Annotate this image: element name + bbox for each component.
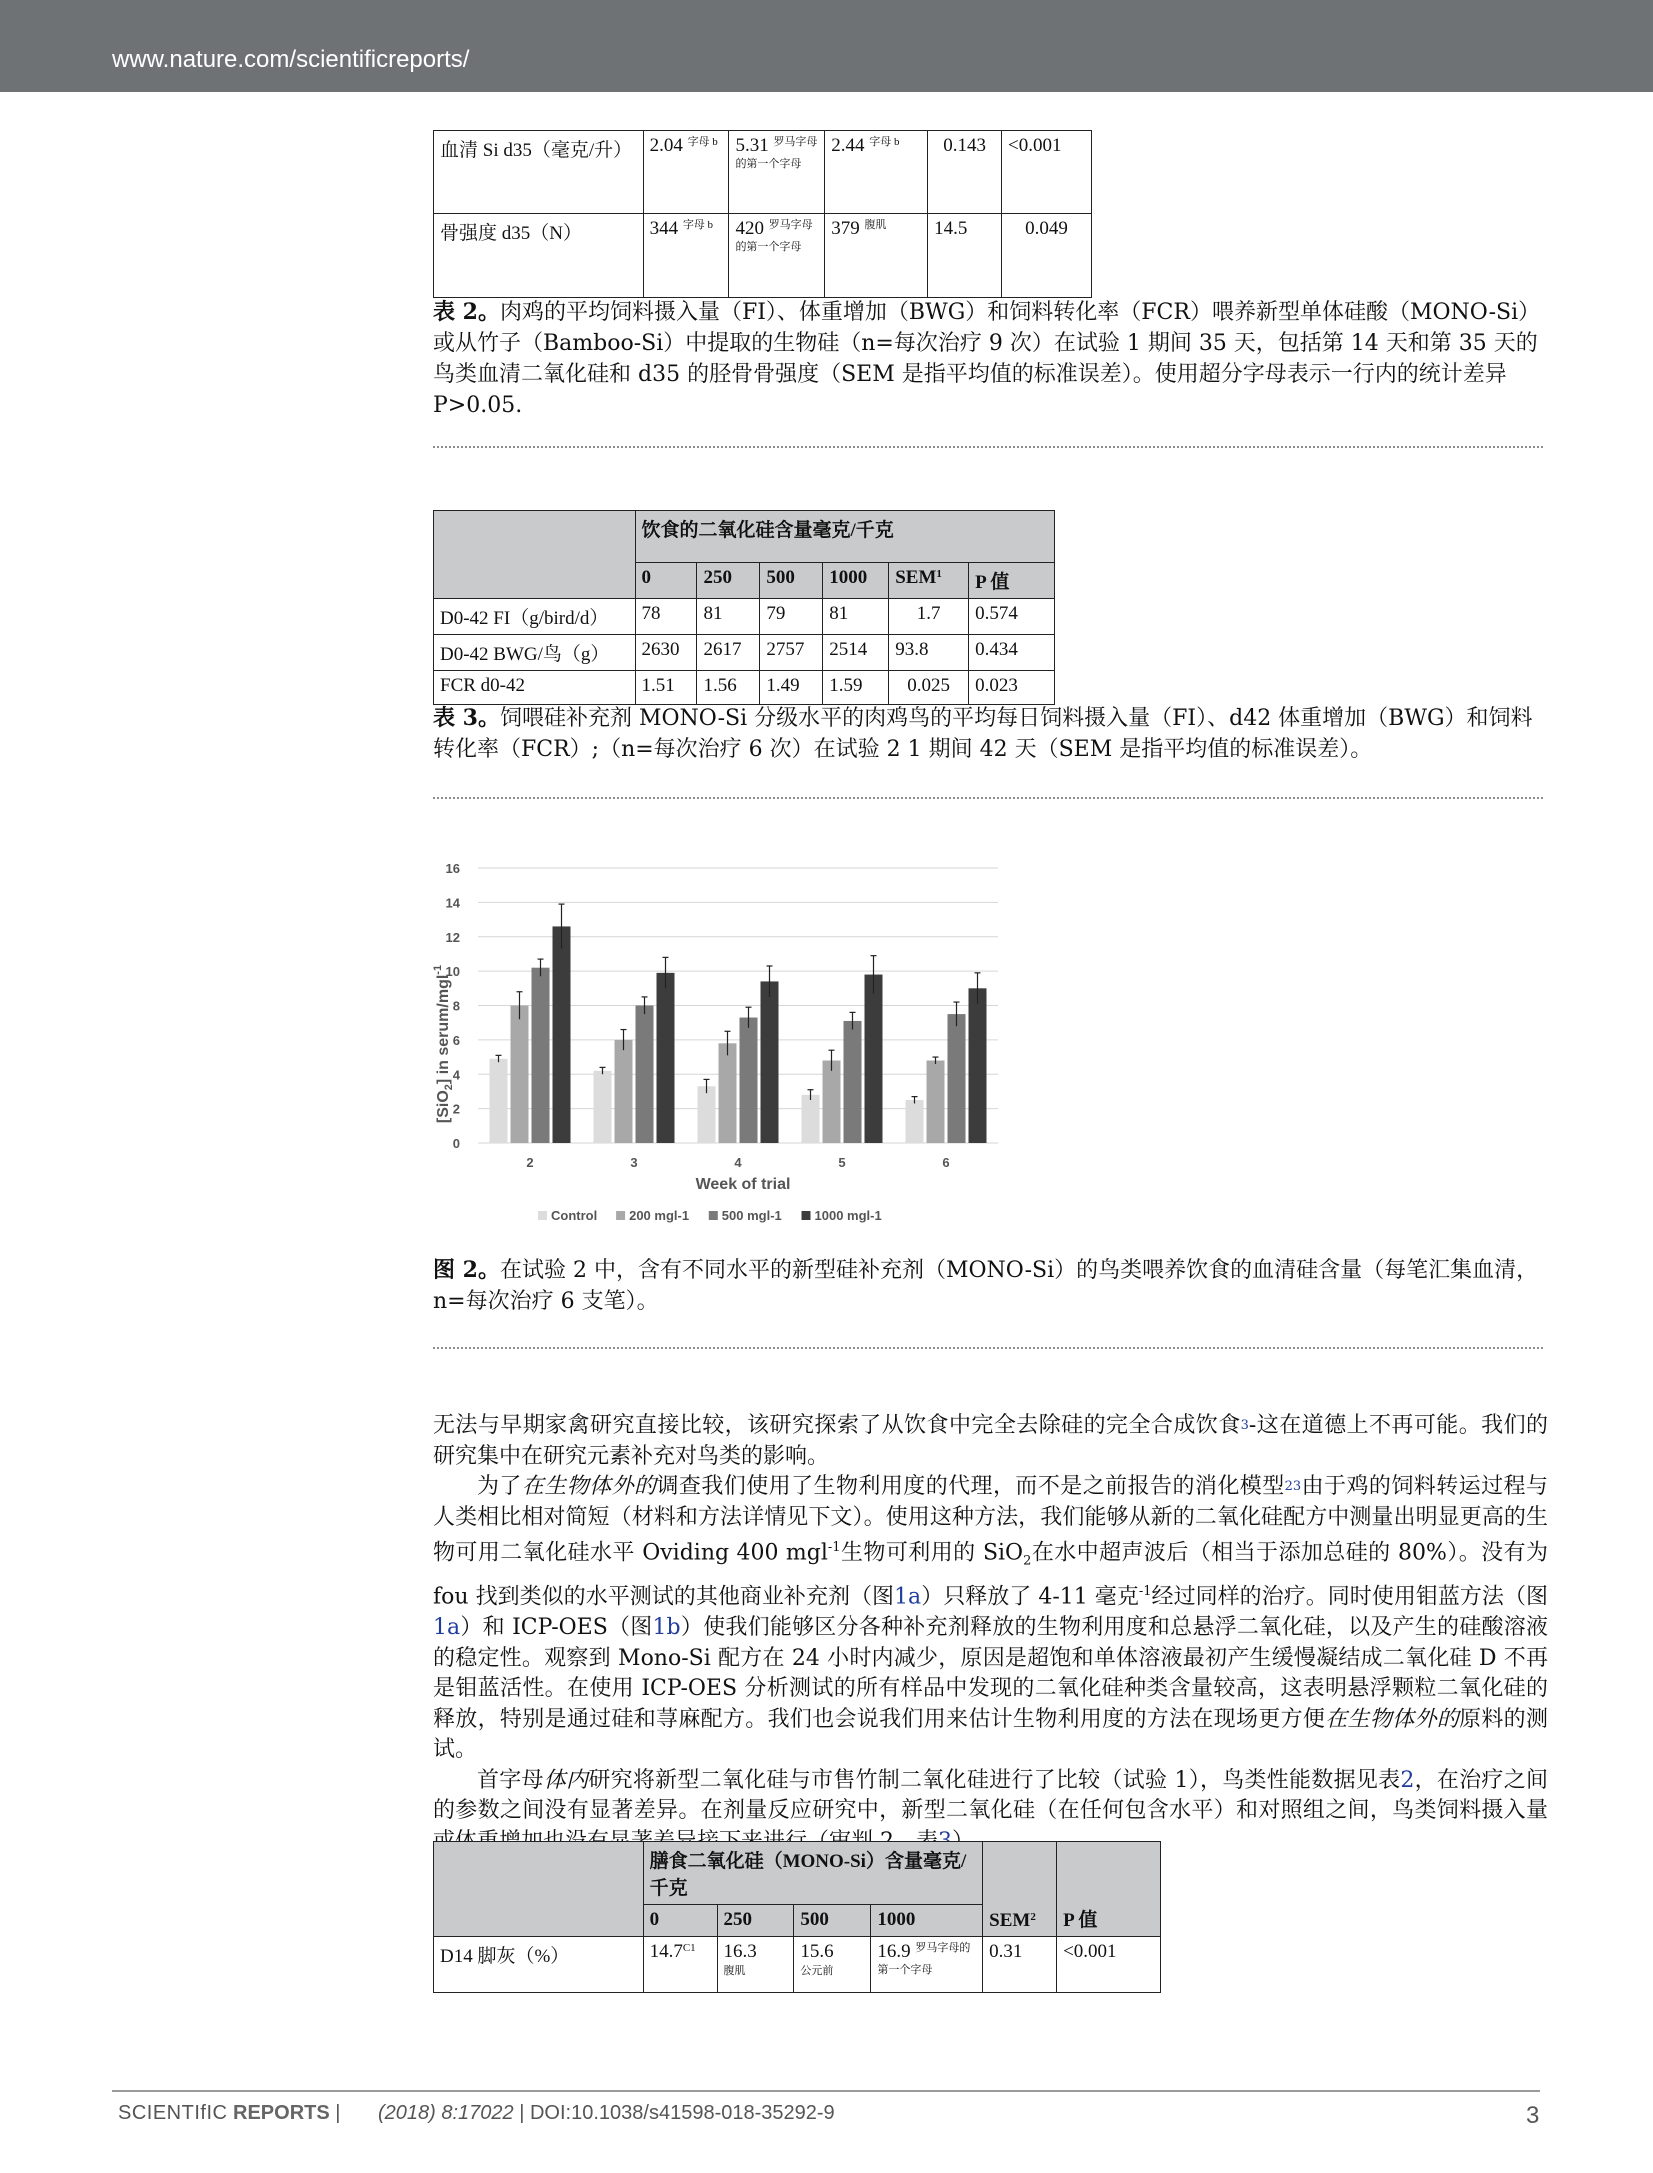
- caption-text: 在试验 2 中，含有不同水平的新型硅补充剂（MONO-Si）的鸟类喂养饮食的血清硅含量（每笔汇集血清，n=每次治疗 6 支笔）。: [433, 1258, 1539, 1314]
- footer-citation: (2018) 8:17022 | DOI:10.1038/s41598-018-35292-9: [378, 2102, 835, 2124]
- x-tick-label: 3: [630, 1155, 638, 1170]
- row-label: D14 脚灰（%）: [434, 1937, 644, 1993]
- col-header: 0: [635, 563, 697, 599]
- group-header: 膳食二氧化硅（MONO-Si）含量毫克/千克: [643, 1842, 983, 1905]
- row-label: FCR d0-42: [434, 671, 636, 705]
- reference-link[interactable]: 3: [1240, 1418, 1249, 1433]
- table-4: [433, 1841, 1161, 1993]
- y-tick-label: 10: [445, 964, 460, 980]
- table-cell: 420 $^{罗马字母的第一个字母}$: [729, 214, 825, 298]
- paragraph-1: 无法与早期家禽研究直接比较，该研究探索了从饮食中完全去除硅的完全合成饮食$^3$-这在道德上不再可能。我们的研究集中在研究元素补充对鸟类的影响。: [433, 1413, 1548, 1469]
- table-row: [434, 214, 1092, 298]
- body-text: [433, 1411, 1548, 1857]
- y-tick-label: 16: [445, 861, 460, 876]
- bar: [594, 1071, 612, 1143]
- row-label: 血清 Si d35（毫克/升）: [434, 131, 644, 214]
- figure-2-bar-chart: [430, 848, 1030, 1238]
- row-label: D0-42 FI（g/bird/d）: [434, 599, 636, 635]
- bar: [823, 1061, 841, 1144]
- caption-text: 肉鸡的平均饲料摄入量（FI）、体重增加（BWG）和饲料转化率（FCR）喂养新型单体硅酸（MONO-Si）或从竹子（Bamboo-Si）中提取的生物硅（n=每次治疗 9 次）在试验 1 期间 35 天，包括第 14 天和第 35 天的鸟类血清二氧化硅和 d35 的胫骨骨强度（SEM 是指平均值的标准误差）。使用超分字母表示一行内的统计差异 P>0.05.: [433, 300, 1541, 418]
- col-header: P 值: [1057, 1842, 1161, 1937]
- col-header: 1000: [823, 563, 889, 599]
- y-tick-label: 0: [452, 1136, 460, 1151]
- legend-swatch: [802, 1211, 811, 1220]
- col-header: SEM$^1$: [889, 563, 969, 599]
- legend-swatch: [538, 1211, 547, 1220]
- y-tick-label: 6: [452, 1032, 460, 1048]
- paragraph-3: 首字母体内研究将新型二氧化硅与市售竹制二氧化硅进行了比较（试验 1），鸟类性能数据见表2，在治疗之间的参数之间没有显著差异。在剂量反应研究中，新型二氧化硅（在任何包含水平）和对照组之间，鸟类饲料摄入量: [433, 1766, 1548, 1858]
- figure-2-caption: [433, 1255, 1543, 1317]
- bar: [865, 975, 883, 1143]
- chart-x-ticks: [526, 1155, 949, 1170]
- bar: [532, 968, 550, 1143]
- bar: [490, 1059, 508, 1143]
- chart-y-label: [SiO$_2$] in serum/mgl$^{-1}$: [432, 964, 455, 1124]
- footer-brand: SCIENTIfIC REPORTS |: [118, 2102, 341, 2124]
- caption-label: 图 2。: [433, 1257, 500, 1283]
- y-tick-label: 14: [445, 895, 460, 911]
- col-header: P 值: [969, 563, 1055, 599]
- bar: [927, 1061, 945, 1144]
- table-2-partial: [433, 130, 1092, 298]
- table-2-caption: [433, 297, 1543, 421]
- legend-label: 200 mgl-1: [629, 1208, 690, 1223]
- separator: [433, 446, 1543, 448]
- legend-label: 500 mgl-1: [721, 1208, 782, 1223]
- table-link[interactable]: 2: [1400, 1767, 1415, 1793]
- bar: [844, 1021, 862, 1143]
- table-cell: 379 $^{腹肌}$: [825, 214, 928, 298]
- y-tick-label: 4: [452, 1067, 460, 1083]
- legend-swatch: [709, 1211, 718, 1220]
- chart-bars: [490, 926, 987, 1143]
- bar: [698, 1086, 716, 1143]
- col-header: 500: [760, 563, 823, 599]
- legend-label: 1000 mgl-1: [814, 1208, 882, 1223]
- reference-link[interactable]: 23: [1284, 1479, 1302, 1494]
- page-number: 3: [1526, 2102, 1540, 2129]
- figure-link[interactable]: 1b: [652, 1615, 681, 1641]
- table-row: D14 脚灰（%） $14.7^{C1}$ 16.3 腹肌 15.6 公元前 16.9 $^{罗马字母的第一个字母}$ 0.31 <0.001: [434, 1937, 1161, 1993]
- bar: [802, 1095, 820, 1143]
- table-cell: 5.31 $^{罗马字母的第一个字母}$: [729, 131, 825, 214]
- table-corner: [434, 511, 636, 599]
- table-row: D0-42 FI（g/bird/d） 78 81 79 81 1.7 0.574: [434, 599, 1055, 635]
- table-cell: 14.5: [928, 214, 1002, 298]
- table-cell: 0.049: [1002, 214, 1092, 298]
- bar: [969, 988, 987, 1143]
- separator: [433, 1347, 1543, 1349]
- bar: [906, 1100, 924, 1143]
- table-cell: <0.001: [1002, 131, 1092, 214]
- table-cell: 0.143: [928, 131, 1002, 214]
- bar: [615, 1040, 633, 1143]
- legend-swatch: [616, 1211, 625, 1220]
- y-tick-label: 12: [445, 929, 460, 945]
- table-row: FCR d0-42 1.51 1.56 1.49 1.59 0.025 0.023: [434, 671, 1055, 705]
- bar: [553, 926, 571, 1143]
- table-3-caption: [433, 703, 1543, 765]
- y-tick-label: 8: [452, 998, 460, 1014]
- caption-label: 表 3。: [433, 705, 500, 731]
- table-cell: 2.04 $^{字母 b}$: [643, 131, 729, 214]
- figure-link[interactable]: 1a: [433, 1615, 461, 1641]
- chart-legend: [538, 1208, 882, 1223]
- bar: [761, 981, 779, 1143]
- bar: [511, 1006, 529, 1144]
- table-cell: 2.44 $^{字母 b}$: [825, 131, 928, 214]
- group-header: 饮食的二氧化硅含量毫克/千克: [635, 511, 1054, 563]
- caption-text: 饲喂硅补充剂 MONO-Si 分级水平的肉鸡鸟的平均每日饲料摄入量（FI）、d42 体重增加（BWG）和饲料转化率（FCR）;（n=每次治疗 6 次）在试验 2 1 期间 42 天（SEM 是指平均值的标准误差）。: [433, 706, 1533, 762]
- legend-label: Control: [551, 1208, 598, 1223]
- col-header: 1000: [871, 1905, 983, 1937]
- table-3: [433, 510, 1055, 705]
- doi-link[interactable]: | DOI:10.1038/s41598-018-35292-9: [519, 2102, 835, 2124]
- separator: [433, 797, 1543, 799]
- paragraph-2: 为了在生物体外的调查我们使用了生物利用度的代理，而不是之前报告的消化模型$^{23}$由于鸡的饲料转运过程与人类相比相对简短（材料和方法详情见下文）。使用这种方法，我们能够从新的二氧化硅配方中测量出明显更高的生物可用二氧化硅水平 Oviding 400 mgl$^{-1}$生物可利用的 SiO$_2$在水中超声波后（相当于添加总硅的 80%）。没有为 fou 找到类似的水平测试的其他商业补充剂（图1a）只释放了 4-11 毫克$^{-1}$经过同样的治疗。同时使用钼蓝方法（图1a）和 ICP-OES（图1b）使我们能够区分各种补充剂释放的生物利用度和总悬浮二氧化硅，以及产生的硅酸溶液的稳定性。观察到 Mono-Si 配方在 24 小时内减少，原因是超饱和单体溶液最初产生缓慢凝结成二氧化硅 D 不再是钼蓝活性。在使用 ICP-OES 分析测试的所有样品中发现的二氧化硅种类含量较高，这表明悬浮颗粒二氧化硅的释放，特别是通过硅和荨麻配方。我们也会说我们用来估计生物利用度的方法在现场更方便在生物体外的原料的测试。: [433, 1474, 1549, 1763]
- caption-label: 表 2。: [433, 299, 500, 325]
- bar: [636, 1006, 654, 1144]
- x-tick-label: 5: [838, 1155, 846, 1170]
- bar: [948, 1014, 966, 1143]
- figure-link[interactable]: 1a: [894, 1584, 922, 1610]
- table-corner: [434, 1842, 644, 1937]
- col-header: 250: [717, 1905, 794, 1937]
- footer-rule: [112, 2090, 1540, 2092]
- bar: [740, 1018, 758, 1143]
- table-cell: 344 $^{字母 b}$: [643, 214, 729, 298]
- x-tick-label: 2: [526, 1155, 534, 1170]
- bar: [657, 973, 675, 1143]
- header-bar: [0, 0, 1653, 92]
- x-tick-label: 6: [942, 1155, 950, 1170]
- journal-url[interactable]: www.nature.com/scientificreports/: [112, 46, 470, 73]
- table-row: [434, 131, 1092, 214]
- row-label: D0-42 BWG/鸟（g）: [434, 635, 636, 671]
- row-label: 骨强度 d35（N）: [434, 214, 644, 298]
- col-header: 0: [643, 1905, 717, 1937]
- bar: [719, 1043, 737, 1143]
- chart-x-label: Week of trial: [695, 1176, 791, 1193]
- x-tick-label: 4: [734, 1155, 742, 1170]
- col-header: 250: [697, 563, 760, 599]
- table-row: D0-42 BWG/鸟（g） 2630 2617 2757 2514 93.8 0.434: [434, 635, 1055, 671]
- col-header: 500: [794, 1905, 871, 1937]
- col-header: SEM$^2$: [983, 1842, 1057, 1937]
- y-tick-label: 2: [452, 1101, 460, 1117]
